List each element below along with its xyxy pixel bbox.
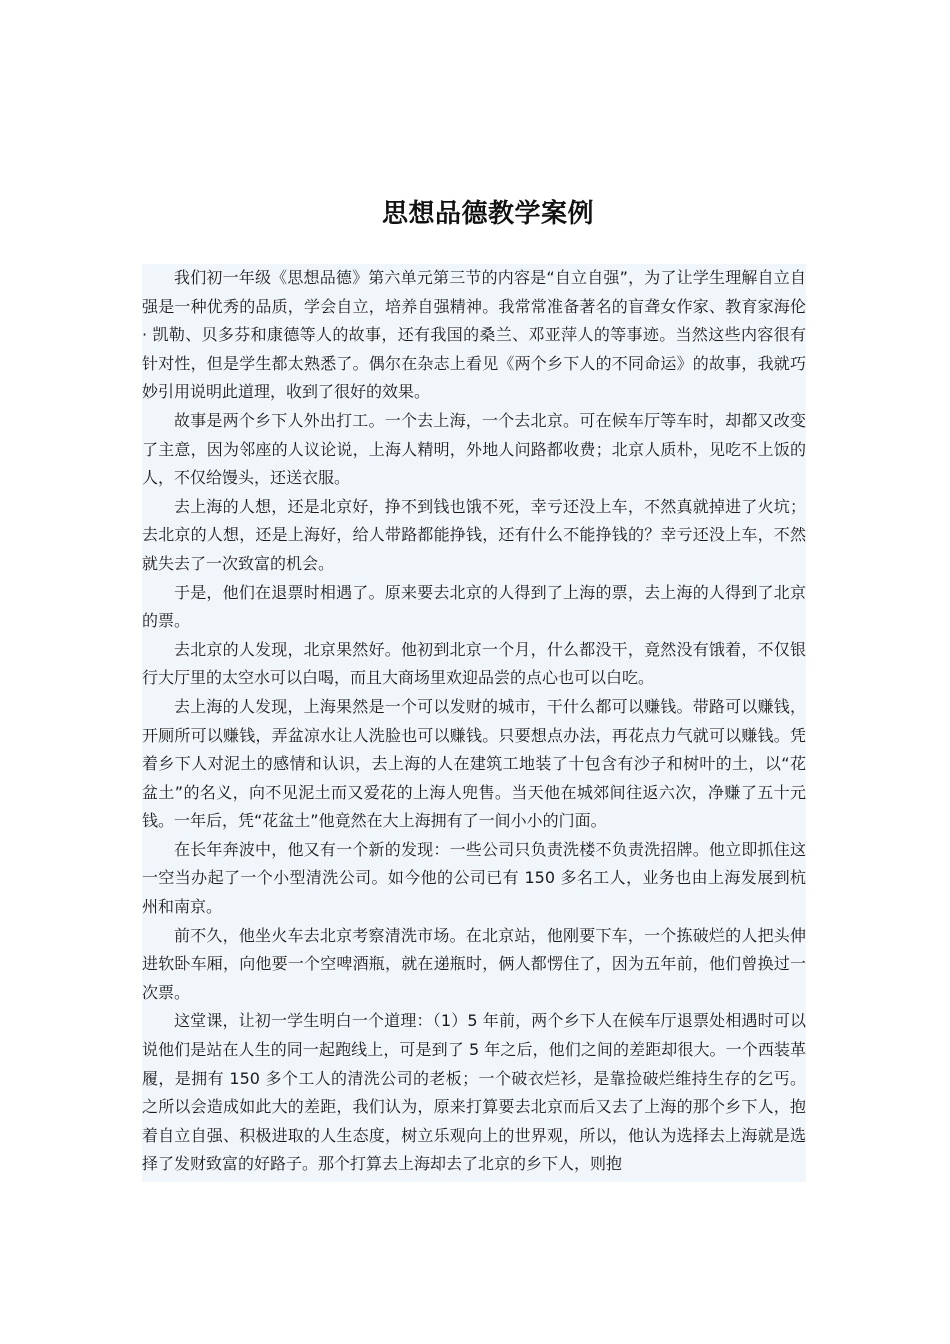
paragraph-2: 故事是两个乡下人外出打工。一个去上海，一个去北京。可在候车厅等车时，却都又改变了主意，因为邻座的人议论说，上海人精明，外地人问路都收费；北京人质朴，见吃不上饭的人，不仅给馒头，还送衣服。 — [142, 410, 806, 488]
document-title: 思想品德教学案例 — [381, 199, 594, 229]
paragraph-7: 在长年奔波中，他又有一个新的发现：一些公司只负责洗楼不负责洗招牌。他立即抓住这一空当办起了一个小型清洗公司。如今他的公司已有 150 多名工人，业务也由上海发展到杭州和南京。 — [142, 839, 806, 917]
paragraph-5: 去北京的人发现，北京果然好。他初到北京一个月，什么都没干，竟然没有饿着，不仅银行大厅里的太空水可以白喝，而且大商场里欢迎品尝的点心也可以白吃。 — [142, 639, 806, 688]
paragraph-3: 去上海的人想，还是北京好，挣不到钱也饿不死，幸亏还没上车，不然真就掉进了火坑；去北京的人想，还是上海好，给人带路都能挣钱，还有什么不能挣钱的？幸亏还没上车，不然就失去了一次致富的机会。 — [142, 496, 806, 573]
paragraph-1: 我们初一年级《思想品德》第六单元第三节的内容是“自立自强”，为了让学生理解自立自强是一种优秀的品质，学会自立，培养自强精神。我常常准备著名的盲聋女作家、教育家海伦 · 凯勒、贝多芬和康德等人的故事，还有我国的桑兰、邓亚萍人的等事迹。当然这些内容很有针对性，但是学生都太熟悉了。偶尔在杂志上看见《两个乡下人的不同命运》的故事，我就巧妙引用说明此道理，收到了很好的效果。 — [142, 268, 806, 402]
paragraph-6: 去上海的人发现，上海果然是一个可以发财的城市，干什么都可以赚钱。带路可以赚钱，开厕所可以赚钱，弄盆凉水让人洗脸也可以赚钱。只要想点办法，再花点力气就可以赚钱。凭着乡下人对泥土的感情和认识，去上海的人在建筑工地装了十包含有沙子和树叶的土，以“花盆土”的名义，向不见泥土而又爱花的上海人兜售。当天他在城郊间往返六次，净赚了五十元钱。一年后，凭“花盆土”他竟然在大上海拥有了一间小小的门面。 — [142, 696, 806, 831]
document-body — [142, 264, 806, 1182]
paragraph-4: 于是，他们在退票时相遇了。原来要去北京的人得到了上海的票，去上海的人得到了北京的票。 — [142, 582, 806, 631]
paragraph-8: 前不久，他坐火车去北京考察清洗市场。在北京站，他刚要下车，一个拣破烂的人把头伸进软卧车厢，向他要一个空啤酒瓶，就在递瓶时，俩人都愣住了，因为五年前，他们曾换过一次票。 — [142, 925, 806, 1002]
paragraph-9: 这堂课，让初一学生明白一个道理：（1）5 年前，两个乡下人在候车厅退票处相遇时可以说他们是站在人生的同一起跑线上，可是到了 5 年之后，他们之间的差距却很大。一个西装革履，是拥有 150 多个工人的清洗公司的老板；一个破衣烂衫，是靠捡破烂维持生存的乞丐。之所以会造成如此大的差距，我们认为，原来打算要去北京而后又去了上海的那个乡下人，抱着自立自强、积极进取的人生态度，树立乐观向上的世界观，所以，他认为选择去上海就是选择了发财致富的好路子。那个打算去上海却去了北京的乡下人，则抱 — [142, 1011, 806, 1174]
